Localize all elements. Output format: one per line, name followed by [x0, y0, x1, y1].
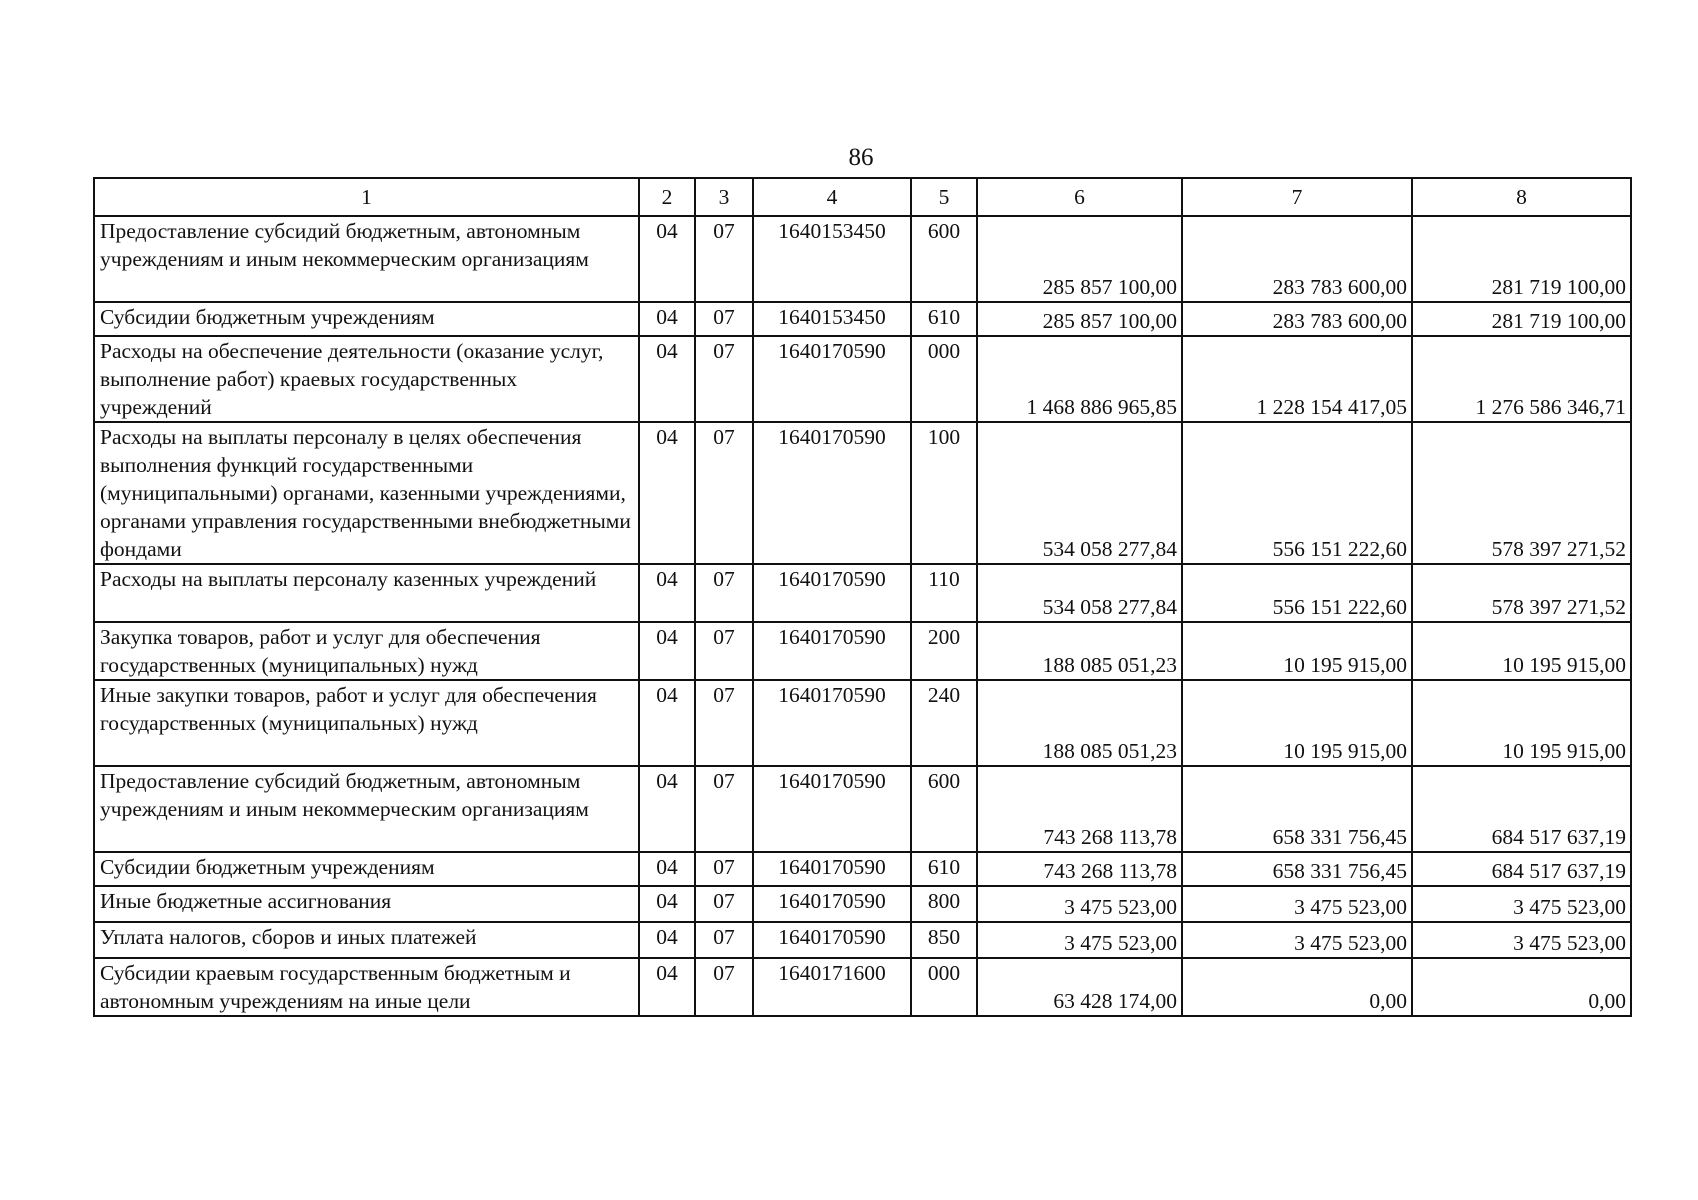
- amount-col-7: 556 151 222,60: [1182, 422, 1412, 564]
- amount-col-8: 10 195 915,00: [1412, 680, 1631, 766]
- amount-col-7: 10 195 915,00: [1182, 680, 1412, 766]
- target-article-code: 1640153450: [753, 302, 911, 336]
- amount-col-6: 285 857 100,00: [977, 302, 1182, 336]
- item-name: Расходы на выплаты персоналу казенных учреждений: [94, 564, 639, 622]
- column-header: 8: [1412, 178, 1631, 216]
- expense-type-code: 600: [911, 766, 977, 852]
- amount-col-6: 188 085 051,23: [977, 622, 1182, 680]
- amount-col-6: 3 475 523,00: [977, 886, 1182, 922]
- amount-col-6: 63 428 174,00: [977, 958, 1182, 1016]
- target-article-code: 1640170590: [753, 336, 911, 422]
- amount-col-6: 534 058 277,84: [977, 422, 1182, 564]
- expense-type-code: 600: [911, 216, 977, 302]
- section-code: 04: [639, 922, 695, 958]
- table-header-row: [94, 178, 1631, 216]
- table-row: [94, 216, 1631, 302]
- amount-col-6: 188 085 051,23: [977, 680, 1182, 766]
- target-article-code: 1640153450: [753, 216, 911, 302]
- target-article-code: 1640170590: [753, 766, 911, 852]
- table-row: [94, 680, 1631, 766]
- subsection-code: 07: [695, 422, 753, 564]
- expense-type-code: 000: [911, 958, 977, 1016]
- item-name: Субсидии краевым государственным бюджетным и автономным учреждениям на иные цели: [94, 958, 639, 1016]
- amount-col-8: 684 517 637,19: [1412, 766, 1631, 852]
- section-code: 04: [639, 564, 695, 622]
- item-name: Расходы на обеспечение деятельности (оказание услуг, выполнение работ) краевых государственных учреждений: [94, 336, 639, 422]
- amount-col-8: 10 195 915,00: [1412, 622, 1631, 680]
- item-name: Предоставление субсидий бюджетным, автономным учреждениям и иным некоммерческим организациям: [94, 766, 639, 852]
- item-name: Закупка товаров, работ и услуг для обеспечения государственных (муниципальных) нужд: [94, 622, 639, 680]
- section-code: 04: [639, 336, 695, 422]
- column-header: 4: [753, 178, 911, 216]
- table-row: [94, 958, 1631, 1016]
- subsection-code: 07: [695, 336, 753, 422]
- target-article-code: 1640170590: [753, 422, 911, 564]
- amount-col-8: 684 517 637,19: [1412, 852, 1631, 886]
- expense-type-code: 850: [911, 922, 977, 958]
- amount-col-6: 534 058 277,84: [977, 564, 1182, 622]
- budget-table: [93, 177, 1632, 1017]
- section-code: 04: [639, 886, 695, 922]
- amount-col-8: 281 719 100,00: [1412, 302, 1631, 336]
- column-header: 3: [695, 178, 753, 216]
- target-article-code: 1640170590: [753, 922, 911, 958]
- target-article-code: 1640171600: [753, 958, 911, 1016]
- amount-col-8: 3 475 523,00: [1412, 922, 1631, 958]
- section-code: 04: [639, 216, 695, 302]
- amount-col-8: 1 276 586 346,71: [1412, 336, 1631, 422]
- amount-col-8: 0,00: [1412, 958, 1631, 1016]
- column-header: 2: [639, 178, 695, 216]
- amount-col-7: 658 331 756,45: [1182, 766, 1412, 852]
- table-row: [94, 622, 1631, 680]
- expense-type-code: 100: [911, 422, 977, 564]
- expense-type-code: 240: [911, 680, 977, 766]
- subsection-code: 07: [695, 216, 753, 302]
- amount-col-7: 1 228 154 417,05: [1182, 336, 1412, 422]
- target-article-code: 1640170590: [753, 680, 911, 766]
- amount-col-7: 556 151 222,60: [1182, 564, 1412, 622]
- item-name: Предоставление субсидий бюджетным, автономным учреждениям и иным некоммерческим организациям: [94, 216, 639, 302]
- expense-type-code: 200: [911, 622, 977, 680]
- section-code: 04: [639, 958, 695, 1016]
- table-row: [94, 422, 1631, 564]
- target-article-code: 1640170590: [753, 564, 911, 622]
- item-name: Уплата налогов, сборов и иных платежей: [94, 922, 639, 958]
- amount-col-7: 3 475 523,00: [1182, 922, 1412, 958]
- amount-col-6: 3 475 523,00: [977, 922, 1182, 958]
- expense-type-code: 610: [911, 302, 977, 336]
- table-row: [94, 766, 1631, 852]
- column-header: 5: [911, 178, 977, 216]
- table-row: [94, 564, 1631, 622]
- amount-col-8: 578 397 271,52: [1412, 564, 1631, 622]
- expense-type-code: 110: [911, 564, 977, 622]
- column-header: 1: [94, 178, 639, 216]
- subsection-code: 07: [695, 852, 753, 886]
- target-article-code: 1640170590: [753, 886, 911, 922]
- item-name: Субсидии бюджетным учреждениям: [94, 302, 639, 336]
- expense-type-code: 610: [911, 852, 977, 886]
- subsection-code: 07: [695, 886, 753, 922]
- amount-col-6: 743 268 113,78: [977, 766, 1182, 852]
- amount-col-7: 283 783 600,00: [1182, 302, 1412, 336]
- expense-type-code: 000: [911, 336, 977, 422]
- table-row: [94, 336, 1631, 422]
- amount-col-8: 3 475 523,00: [1412, 886, 1631, 922]
- subsection-code: 07: [695, 622, 753, 680]
- subsection-code: 07: [695, 922, 753, 958]
- subsection-code: 07: [695, 958, 753, 1016]
- item-name: Субсидии бюджетным учреждениям: [94, 852, 639, 886]
- amount-col-6: 285 857 100,00: [977, 216, 1182, 302]
- target-article-code: 1640170590: [753, 852, 911, 886]
- target-article-code: 1640170590: [753, 622, 911, 680]
- table-row: [94, 922, 1631, 958]
- section-code: 04: [639, 766, 695, 852]
- table-row: [94, 886, 1631, 922]
- amount-col-7: 658 331 756,45: [1182, 852, 1412, 886]
- section-code: 04: [639, 622, 695, 680]
- table-row: [94, 852, 1631, 886]
- amount-col-7: 10 195 915,00: [1182, 622, 1412, 680]
- amount-col-7: 0,00: [1182, 958, 1412, 1016]
- subsection-code: 07: [695, 302, 753, 336]
- section-code: 04: [639, 680, 695, 766]
- item-name: Расходы на выплаты персоналу в целях обеспечения выполнения функций государственными (муниципальными) органами, казенными учреждениями, органами управления государственными внебюджетными фондами: [94, 422, 639, 564]
- amount-col-6: 743 268 113,78: [977, 852, 1182, 886]
- amount-col-7: 3 475 523,00: [1182, 886, 1412, 922]
- expense-type-code: 800: [911, 886, 977, 922]
- amount-col-8: 578 397 271,52: [1412, 422, 1631, 564]
- amount-col-7: 283 783 600,00: [1182, 216, 1412, 302]
- amount-col-8: 281 719 100,00: [1412, 216, 1631, 302]
- section-code: 04: [639, 852, 695, 886]
- section-code: 04: [639, 422, 695, 564]
- subsection-code: 07: [695, 766, 753, 852]
- amount-col-6: 1 468 886 965,85: [977, 336, 1182, 422]
- column-header: 6: [977, 178, 1182, 216]
- subsection-code: 07: [695, 564, 753, 622]
- section-code: 04: [639, 302, 695, 336]
- subsection-code: 07: [695, 680, 753, 766]
- table-row: [94, 302, 1631, 336]
- column-header: 7: [1182, 178, 1412, 216]
- page-number: 86: [848, 144, 874, 171]
- item-name: Иные закупки товаров, работ и услуг для обеспечения государственных (муниципальных) нужд: [94, 680, 639, 766]
- item-name: Иные бюджетные ассигнования: [94, 886, 639, 922]
